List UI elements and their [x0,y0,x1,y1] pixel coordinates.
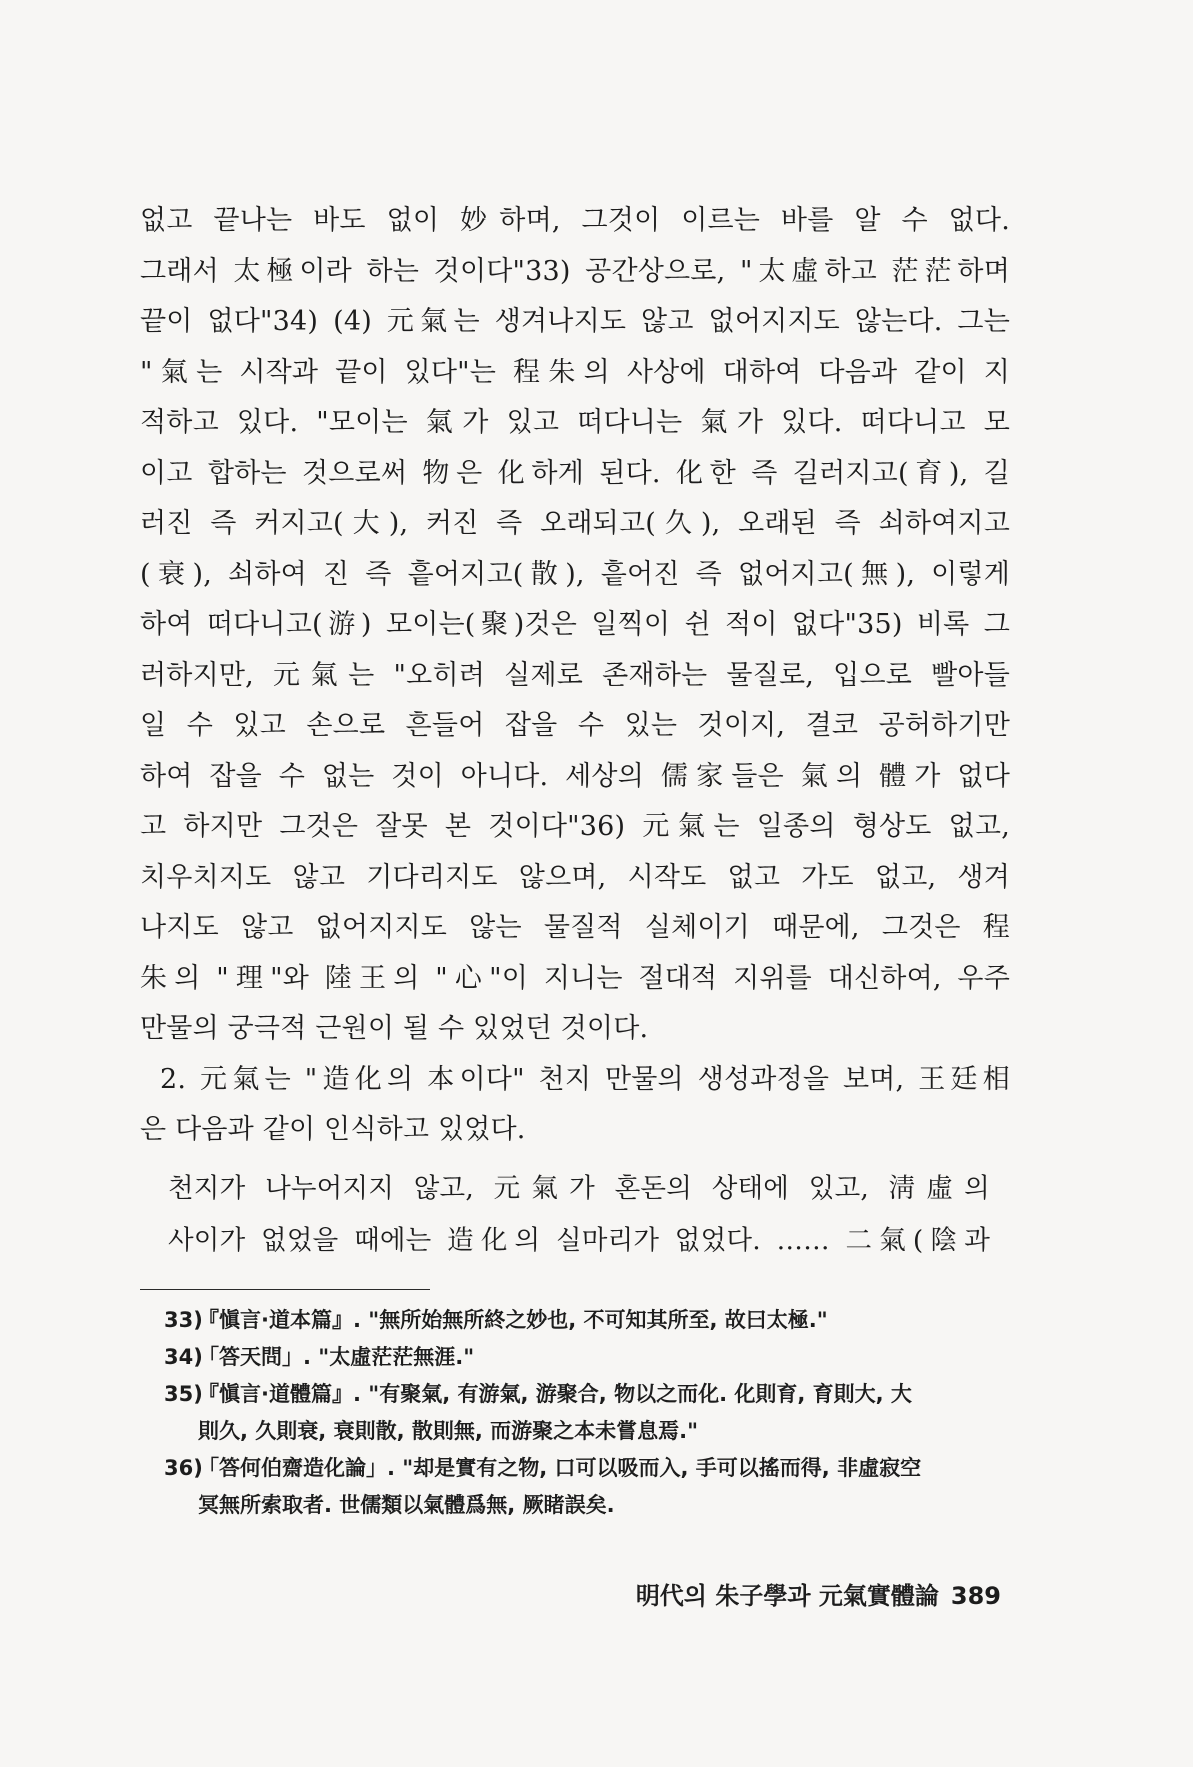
main-body-text [140,196,1010,1156]
body-line: 끝이 없다"34) (4) 元氣는 생겨나지도 않고 없어지지도 않는다. 그는 [140,306,1010,337]
body-line: 하여 떠다니고(游) 모이는(聚)것은 일찍이 쉰 적이 없다"35) 비록 그 [140,609,1010,640]
footnote-number: 34) [164,1345,203,1369]
quote-line: 사이가 없었을 때에는 造化의 실마리가 없었다. …… 二氣(陰과 [168,1225,990,1256]
running-footer [636,1576,1001,1611]
block-quote [168,1163,990,1267]
footnote-36 [140,1450,1010,1487]
body-line: 러하지만, 元氣는 "오히려 실제로 존재하는 물질로, 입으로 빨아들 [140,659,1010,691]
running-footer-title: 明代의 朱子學과 元氣實體論 [635,1582,939,1610]
body-line: 나지도 않고 없어지지도 않는 물질적 실체이기 때문에, 그것은 程 [140,912,1010,943]
body-line: 러진 즉 커지고(大), 커진 즉 오래되고(久), 오래된 즉 쇠하여지고 [140,508,1010,539]
footnote-text: 則久, 久則衰, 衰則散, 散則無, 而游聚之本未嘗息焉." [198,1419,699,1443]
body-line: 치우치지도 않고 기다리지도 않으며, 시작도 없고 가도 없고, 생겨 [140,861,1010,893]
footnote-text: 冥無所索取者. 世儒類以氣體爲無, 厥睹誤矣. [198,1493,615,1517]
body-line: "氣는 시작과 끝이 있다"는 程朱의 사상에 대하여 다음과 같이 지 [140,356,1010,388]
footnote-text: 『愼言·道本篇』. "無所始無所終之妙也, 不可知其所至, 故曰太極." [198,1308,828,1332]
footnote-divider [140,1289,430,1290]
body-line: 일 수 있고 손으로 흔들어 잡을 수 있는 것이지, 결코 공허하기만 [140,710,1010,741]
section-heading-line: 2. 元氣는 "造化의 本이다" 천지 만물의 생성과정을 보며, 王廷相 [160,1063,1010,1095]
footnote-34 [140,1339,1010,1376]
footnote-text: 「答天問」. "太虛茫茫無涯." [198,1345,475,1369]
body-line: 하여 잡을 수 없는 것이 아니다. 세상의 儒家들은 氣의 體가 없다 [140,760,1010,792]
body-line: 적하고 있다. "모이는 氣가 있고 떠다니는 氣가 있다. 떠다니고 모 [140,407,1010,438]
quote-line: 천지가 나누어지지 않고, 元氣가 혼돈의 상태에 있고, 淸虛의 [168,1173,990,1204]
footnote-35 [140,1376,1010,1413]
body-line: 만물의 궁극적 근원이 될 수 있었던 것이다. [140,1013,649,1044]
footnote-36-continued [140,1487,1010,1524]
body-line: 은 다음과 같이 인식하고 있었다. [140,1114,526,1145]
footnote-number: 35) [164,1382,203,1406]
page-number: 389 [950,1582,1001,1610]
body-line: 없고 끝나는 바도 없이 妙하며, 그것이 이르는 바를 알 수 없다. [140,205,1010,236]
footnote-text: 「答何伯齋造化論」. "却是實有之物, 口可以吸而入, 手可以搖而得, 非虛寂空 [198,1456,922,1480]
body-line: (衰), 쇠하여 진 즉 흩어지고(散), 흩어진 즉 없어지고(無), 이렇게 [140,558,1010,590]
body-line: 朱의 "理"와 陸王의 "心"이 지니는 절대적 지위를 대신하여, 우주 [140,962,1010,994]
body-line: 그래서 太極이라 하는 것이다"33) 공간상으로, "太虛하고 茫茫하며 [140,255,1010,287]
footnote-number: 33) [164,1308,203,1332]
footnote-text: 『愼言·道體篇』. "有聚氣, 有游氣, 游聚合, 物以之而化. 化則育, 育則大, 大 [198,1382,912,1406]
footnote-33 [140,1302,1010,1339]
body-line: 이고 합하는 것으로써 物은 化하게 된다. 化한 즉 길러지고(育), 길 [140,457,1010,489]
footnote-number: 36) [164,1456,203,1480]
footnote-35-continued [140,1413,1010,1450]
body-line: 고 하지만 그것은 잘못 본 것이다"36) 元氣는 일종의 형상도 없고, [140,811,1010,842]
footnotes [140,1302,1010,1524]
